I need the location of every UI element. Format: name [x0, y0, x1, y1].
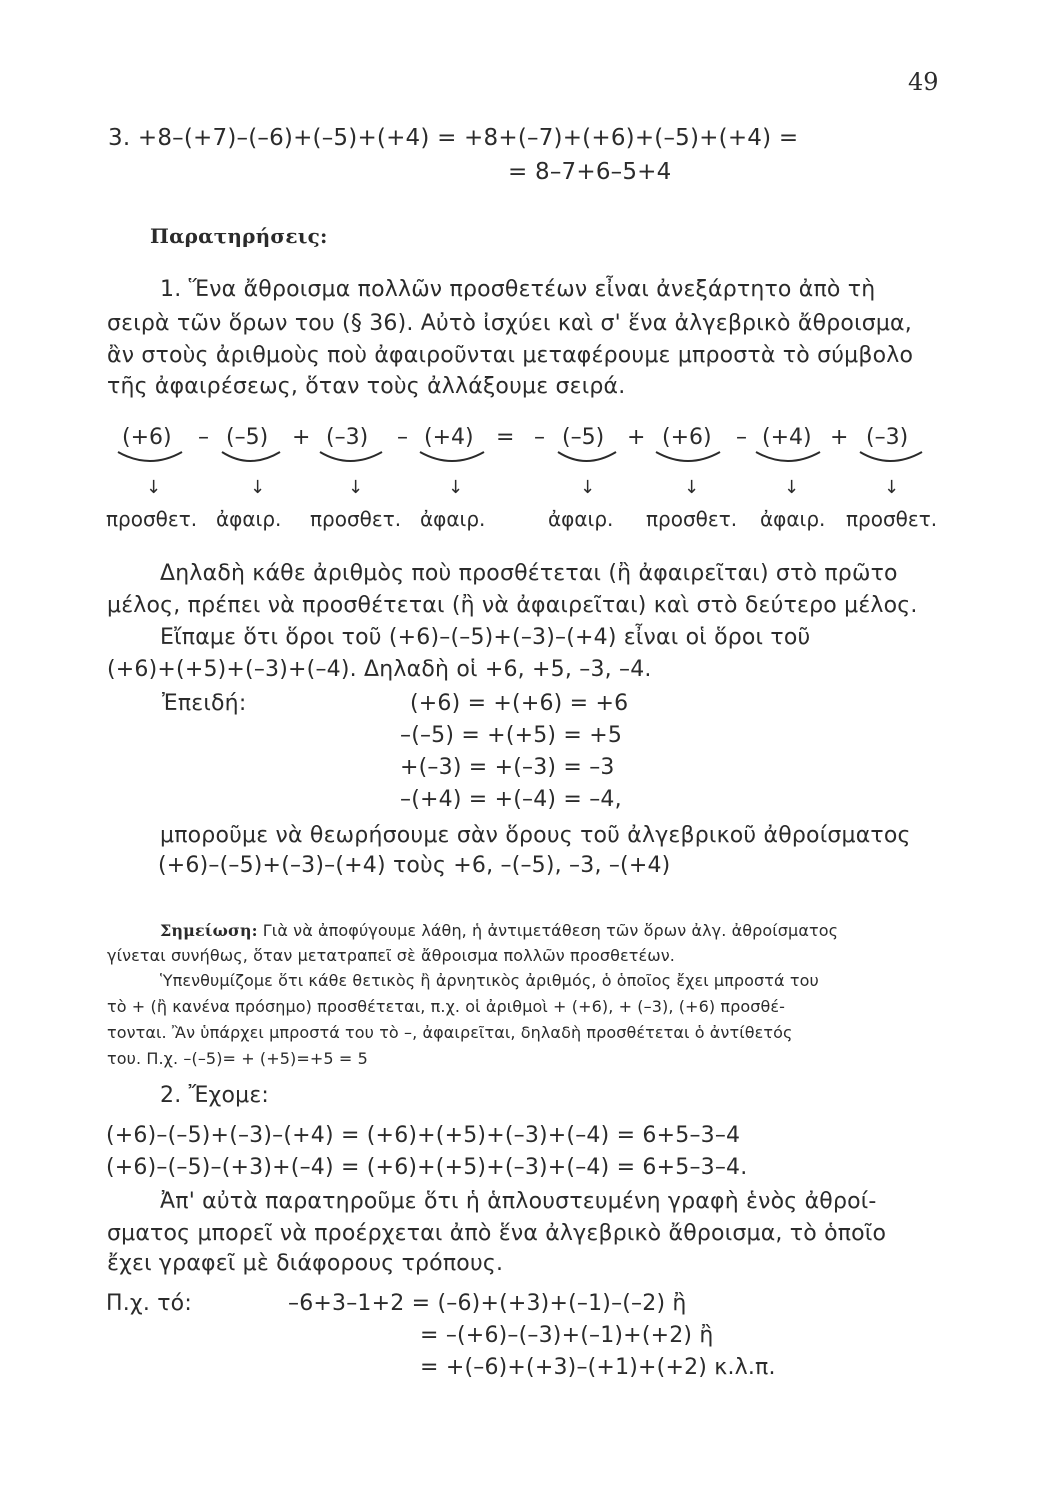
obs1-line2: σειρὰ τῶν ὅρων του (§ 36). Αὐτὸ ἰσχύει καὶ σ' ἕνα ἀλγεβρικὸ ἄθροισμα,	[107, 311, 912, 336]
arc	[558, 452, 616, 461]
arc	[420, 452, 484, 461]
para2-line2: μέλος, πρέπει νὰ προσθέτεται (ἢ νὰ ἀφαιρεῖται) καὶ στὸ δεύτερο μέλος.	[107, 593, 918, 618]
down-arrow-icon: ↓	[250, 477, 266, 498]
since-line: –(–5) = +(+5) = +5	[400, 723, 623, 748]
para3-line2: (+6)–(–5)+(–3)–(+4) τοὺς +6, –(–5), –3, –(+4)	[158, 853, 671, 878]
note-text: Γιὰ νὰ ἀποφύγουμε λάθη, ἡ ἀντιμετάθεση τῶν ὅρων ἀλγ. ἀθροίσματος	[257, 921, 839, 940]
note-line: τὸ + (ἢ κανένα πρόσημο) προσθέτεται, π.χ. οἱ ἀριθμοὶ + (+6), + (–3), (+6) προσθέ-	[107, 997, 786, 1016]
down-arrow-icon: ↓	[784, 477, 800, 498]
para4-line1: Ἀπ' αὐτὰ παρατηροῦμε ὅτι ἡ ἁπλουστευμένη γραφὴ ἑνὸς ἀθροί-	[160, 1189, 877, 1214]
down-arrow-icon: ↓	[146, 477, 162, 498]
note-first-line	[160, 920, 838, 942]
diagram-operator: +	[830, 425, 849, 450]
since-line: +(–3) = +(–3) = –3	[400, 755, 615, 780]
since-line: –(+4) = +(–4) = –4,	[400, 787, 622, 812]
arc	[860, 452, 922, 461]
down-arrow-icon: ↓	[448, 477, 464, 498]
diagram-arcs	[0, 0, 1042, 500]
arc	[656, 452, 720, 461]
down-arrow-icon: ↓	[884, 477, 900, 498]
diagram-label: ἀφαιρ.	[216, 507, 282, 531]
diagram-equals: =	[496, 425, 515, 450]
observations-heading: Παρατηρήσεις:	[150, 224, 328, 248]
obs2-heading: 2. Ἔχομε:	[160, 1083, 270, 1108]
arc	[222, 452, 280, 461]
diagram-operator: +	[627, 425, 646, 450]
diagram-term: (+6)	[122, 425, 172, 450]
para3-line1: μποροῦμε νὰ θεωρήσουμε σὰν ὅρους τοῦ ἀλγεβρικοῦ ἀθροίσματος	[160, 823, 911, 848]
obs2-line: (+6)–(–5)–(+3)+(–4) = (+6)+(+5)+(–3)+(–4) = 6+5–3–4.	[106, 1155, 748, 1180]
diagram-term: (–3)	[866, 425, 909, 450]
note-line: γίνεται συνήθως, ὅταν μετατραπεῖ σὲ ἄθροισμα πολλῶν προσθετέων.	[107, 946, 675, 965]
arc	[320, 452, 382, 461]
para4-line3: ἔχει γραφεῖ μὲ διάφορους τρόπους.	[107, 1251, 504, 1276]
diagram-label: ἀφαιρ.	[760, 507, 826, 531]
obs1-line3: ἂν στοὺς ἀριθμοὺς ποὺ ἀφαιροῦνται μεταφέρουμε μπροστὰ τὸ σύμβολο	[107, 343, 914, 368]
page-number: 49	[908, 68, 939, 96]
since-line: (+6) = +(+6) = +6	[410, 691, 629, 716]
diagram-operator: –	[397, 425, 408, 450]
example3-line1: 3. +8–(+7)–(–6)+(–5)+(+4) = +8+(–7)+(+6)+(–5)+(+4) =	[108, 125, 799, 151]
down-arrow-icon: ↓	[580, 477, 596, 498]
para2-line4: (+6)+(+5)+(–3)+(–4). Δηλαδὴ οἱ +6, +5, –3, –4.	[107, 657, 652, 682]
para2-line3: Εἴπαμε ὅτι ὅροι τοῦ (+6)–(–5)+(–3)–(+4) εἶναι οἱ ὅροι τοῦ	[160, 625, 811, 650]
final-example-prefix: Π.χ. τό:	[106, 1291, 192, 1316]
diagram-label: ἀφαιρ.	[548, 507, 614, 531]
para4-line2: σματος μπορεῖ νὰ προέρχεται ἀπὸ ἕνα ἀλγεβρικὸ ἄθροισμα, τὸ ὁποῖο	[107, 1221, 887, 1246]
diagram-term: (–5)	[562, 425, 605, 450]
diagram-label: προσθετ.	[646, 507, 738, 531]
note-line: Ὑπενθυμίζομε ὅτι κάθε θετικὸς ἢ ἀρνητικὸς ἀριθμός, ὁ ὁποῖος ἔχει μπροστά του	[160, 971, 819, 990]
diagram-label: προσθετ.	[846, 507, 938, 531]
note-label: Σημείωση:	[160, 921, 258, 940]
arc	[756, 452, 820, 461]
para2-line1: Δηλαδὴ κάθε ἀριθμὸς ποὺ προσθέτεται (ἢ ἀφαιρεῖται) στὸ πρῶτο	[160, 561, 898, 586]
arc	[118, 452, 182, 461]
diagram-operator: +	[292, 425, 311, 450]
diagram-operator: –	[198, 425, 209, 450]
diagram-term: (+6)	[662, 425, 712, 450]
final-example-line: –6+3–1+2 = (–6)+(+3)+(–1)–(–2) ἢ	[288, 1291, 687, 1316]
note-line: του. Π.χ. –(–5)= + (+5)=+5 = 5	[107, 1049, 368, 1068]
diagram-label: προσθετ.	[310, 507, 402, 531]
diagram-label: προσθετ.	[106, 507, 198, 531]
obs1-line4: τῆς ἀφαιρέσεως, ὅταν τοὺς ἀλλάξουμε σειρά.	[107, 374, 626, 399]
diagram-label: ἀφαιρ.	[420, 507, 486, 531]
final-example-line: = +(–6)+(+3)–(+1)+(+2) κ.λ.π.	[420, 1355, 776, 1380]
diagram-operator: –	[736, 425, 747, 450]
diagram-term: (–5)	[226, 425, 269, 450]
diagram-term: (–3)	[326, 425, 369, 450]
example3-line2: = 8–7+6–5+4	[508, 159, 672, 185]
since-label: Ἐπειδή:	[162, 691, 247, 716]
obs1-line1: 1. Ἕνα ἄθροισμα πολλῶν προσθετέων εἶναι ἀνεξάρτητο ἀπὸ τὴ	[160, 277, 876, 302]
diagram-term: (+4)	[762, 425, 812, 450]
obs2-line: (+6)–(–5)+(–3)–(+4) = (+6)+(+5)+(–3)+(–4) = 6+5–3–4	[106, 1123, 741, 1148]
diagram-term: (+4)	[424, 425, 474, 450]
down-arrow-icon: ↓	[348, 477, 364, 498]
down-arrow-icon: ↓	[684, 477, 700, 498]
note-line: τονται. Ἂν ὑπάρχει μπροστά του τὸ –, ἀφαιρεῖται, δηλαδὴ προσθέτεται ὁ ἀντίθετός	[107, 1023, 793, 1042]
final-example-line: = –(+6)–(–3)+(–1)+(+2) ἢ	[420, 1323, 714, 1348]
diagram-operator: –	[534, 425, 545, 450]
